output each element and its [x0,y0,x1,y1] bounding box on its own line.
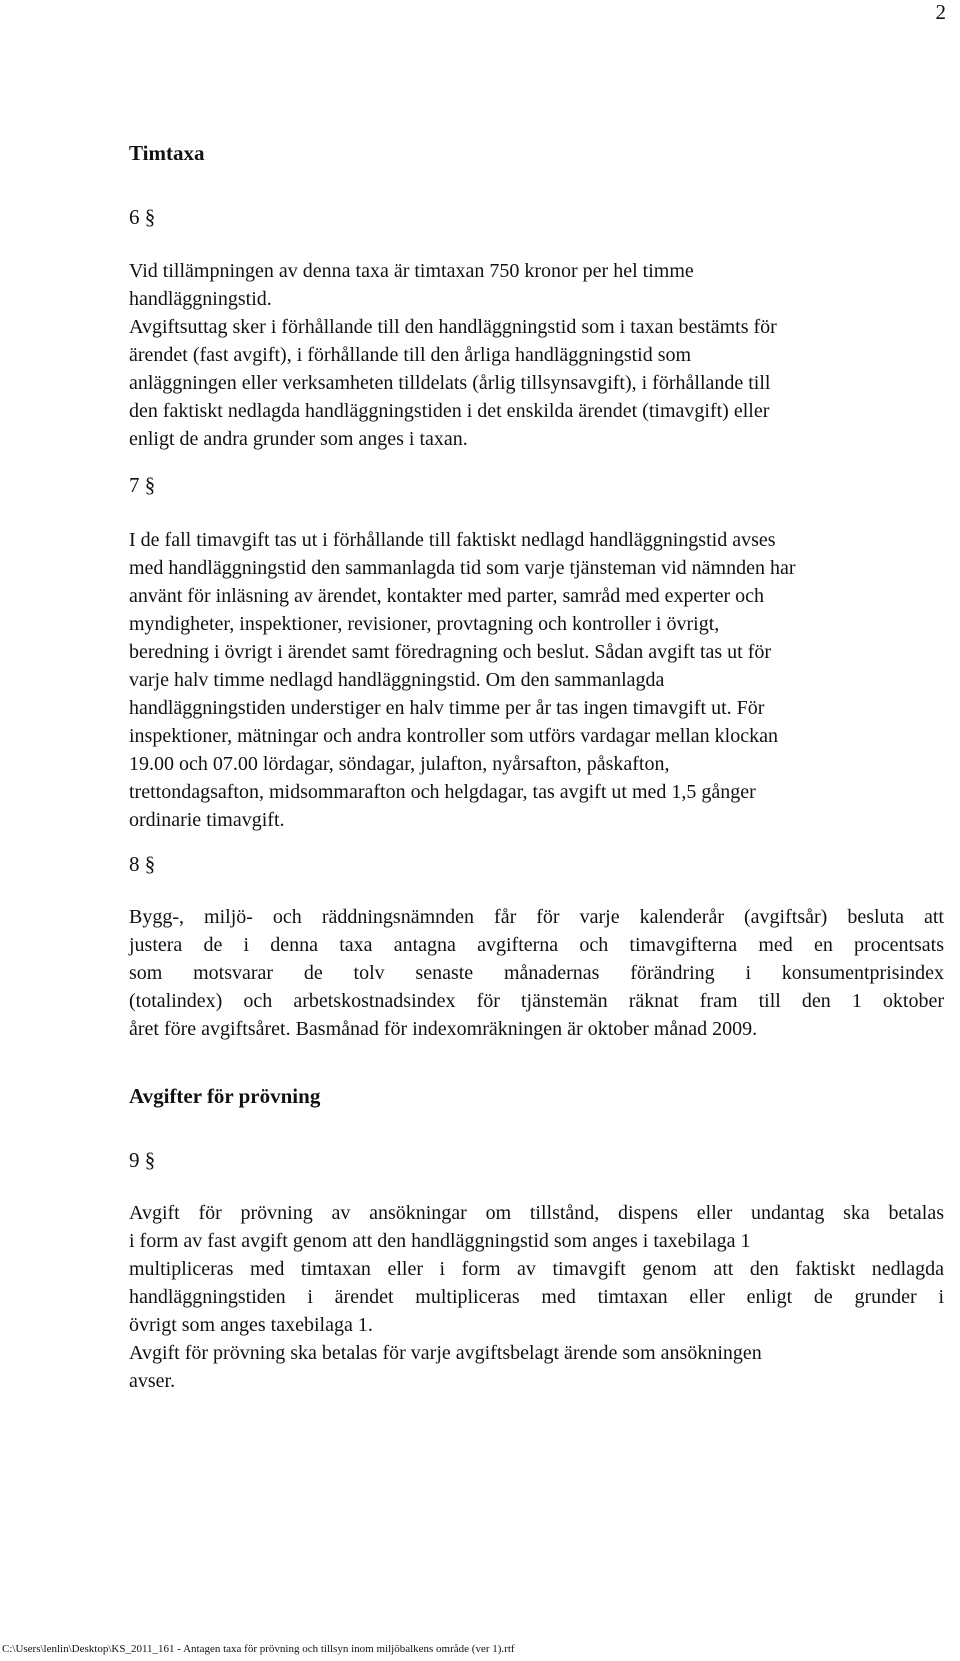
paragraph-line: anläggningen eller verksamheten tilldelats (årlig tillsynsavgift), i förhållande till [129,372,771,394]
page-number: 2 [935,0,946,24]
paragraph-line: Avgift för prövning ska betalas för varje avgiftsbelagt ärende som ansökningen [129,1342,762,1364]
paragraph-line: i form av fast avgift genom att den handläggningstid som anges i taxebilaga 1 [129,1230,751,1252]
section-heading-timtaxa: Timtaxa [129,141,205,165]
paragraph-line: den faktiskt nedlagda handläggningstiden i det enskilda ärendet (timavgift) eller [129,400,770,422]
paragraph-line: ärendet (fast avgift), i förhållande till den årliga handläggningstid som [129,344,692,366]
paragraph-line: justera de i denna taxa antagna avgifterna och timavgifterna med en procentsats [129,934,944,956]
paragraph-line: året före avgiftsåret. Basmånad för indexomräkningen är oktober månad 2009. [129,1018,758,1040]
paragraph-6-text [129,257,944,453]
paragraph-label-8: 8 § [129,852,156,876]
paragraph-line: Avgift för prövning av ansökningar om tillstånd, dispens eller undantag ska betalas [129,1202,944,1224]
paragraph-line: I de fall timavgift tas ut i förhållande till faktiskt nedlagd handläggningstid avses [129,529,776,551]
paragraph-line: använt för inläsning av ärendet, kontakter med parter, samråd med experter och [129,585,765,607]
paragraph-line: inspektioner, mätningar och andra kontroller som utförs vardagar mellan klockan [129,725,778,747]
paragraph-line: 19.00 och 07.00 lördagar, söndagar, julafton, nyårsafton, påskafton, [129,753,670,775]
paragraph-line: Bygg-, miljö- och räddningsnämnden får för varje kalenderår (avgiftsår) besluta att [129,906,944,928]
paragraph-label-9: 9 § [129,1148,156,1172]
paragraph-line: myndigheter, inspektioner, revisioner, provtagning och kontroller i övrigt, [129,613,720,635]
paragraph-line: som motsvarar de tolv senaste månadernas förändring i konsumentprisindex [129,962,944,984]
paragraph-line: ordinarie timavgift. [129,809,285,831]
paragraph-7-text [129,526,944,834]
paragraph-line: övrigt som anges taxebilaga 1. [129,1314,373,1336]
paragraph-line: trettondagsafton, midsommarafton och helgdagar, tas avgift ut med 1,5 gånger [129,781,756,803]
paragraph-9-text [129,1199,944,1395]
section-heading-provning: Avgifter för prövning [129,1084,321,1108]
paragraph-line: handläggningstiden understiger en halv timme per år tas ingen timavgift ut. För [129,697,765,719]
paragraph-line: enligt de andra grunder som anges i taxan. [129,428,468,450]
paragraph-line: handläggningstiden i ärendet multipliceras med timtaxan eller enligt de grunder i [129,1286,944,1308]
paragraph-line: avser. [129,1370,176,1392]
paragraph-line: beredning i övrigt i ärendet samt föredragning och beslut. Sådan avgift tas ut för [129,641,772,663]
paragraph-line: Vid tillämpningen av denna taxa är timtaxan 750 kronor per hel timme [129,260,694,282]
paragraph-line: Avgiftsuttag sker i förhållande till den handläggningstid som i taxan bestämts för [129,316,777,338]
paragraph-label-6: 6 § [129,205,156,229]
paragraph-label-7: 7 § [129,473,156,497]
paragraph-line: (totalindex) och arbetskostnadsindex för tjänstemän räknat fram till den 1 oktober [129,990,944,1012]
paragraph-line: multipliceras med timtaxan eller i form av timavgift genom att den faktiskt nedlagda [129,1258,944,1280]
paragraph-line: varje halv timme nedlagd handläggningstid. Om den sammanlagda [129,669,665,691]
file-path-footer: C:\Users\lenlin\Desktop\KS_2011_161 - Antagen taxa för prövning och tillsyn inom miljöbalkens område (ver 1).rtf [2,1643,515,1655]
paragraph-line: med handläggningstid den sammanlagda tid som varje tjänsteman vid nämnden har [129,557,796,579]
paragraph-8-text [129,903,944,1043]
paragraph-line: handläggningstid. [129,288,272,310]
